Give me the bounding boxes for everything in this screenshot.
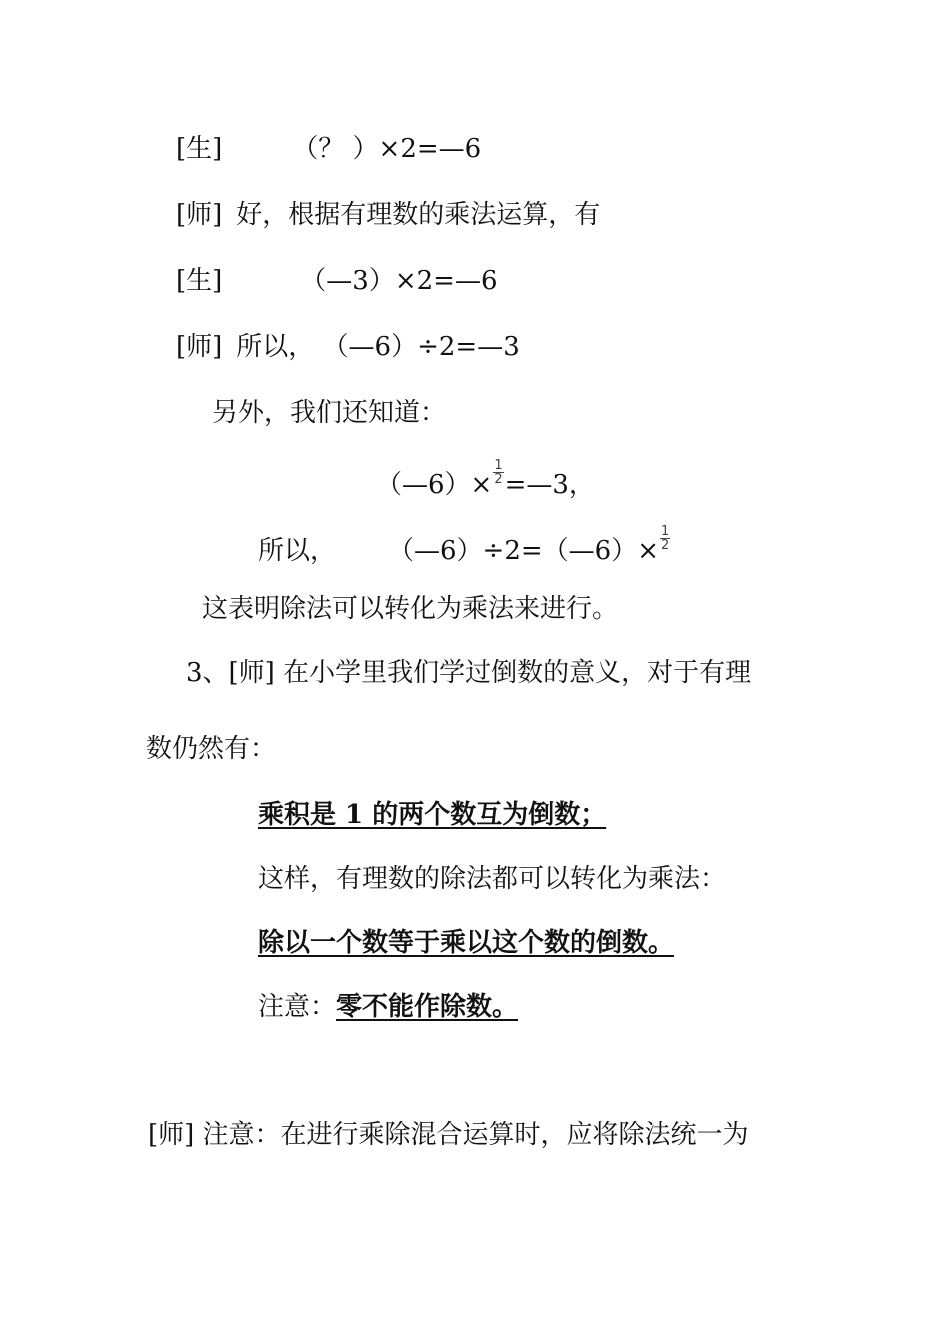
line-division-conversion	[258, 862, 726, 896]
speaker-label: [生]	[176, 266, 223, 296]
definition-text: 乘积是 1 的两个数互为倒数；	[258, 800, 607, 830]
speaker-label: [师]	[176, 332, 223, 362]
paragraph-text: [师] 注意：在进行乘除混合运算时，应将除法统一为	[148, 1120, 749, 1150]
rule-text: 除以一个数等于乘以这个数的倒数。	[258, 928, 675, 958]
line-therefore-equation	[258, 523, 671, 568]
line-teacher-mixed-operations	[148, 1118, 749, 1152]
line-conclusion	[202, 592, 618, 626]
line-reciprocal-intro-cont	[146, 732, 276, 766]
paragraph-text: 数仍然有：	[146, 734, 277, 764]
equation-text: 所以， （—6）÷2=—3	[236, 332, 520, 362]
paragraph-text: 3、[师] 在小学里我们学过倒数的意义，对于有理	[186, 658, 752, 688]
paragraph-text: 另外，我们还知道：	[212, 398, 447, 428]
equation-text: =—3，	[504, 470, 595, 500]
paragraph-text: 这样，有理数的除法都可以转化为乘法：	[258, 864, 727, 894]
line-reciprocal-intro	[186, 656, 751, 690]
line-also-know	[212, 396, 446, 430]
equation-text: （—6）÷2=（—6）×	[388, 536, 659, 566]
line-student-answer	[176, 264, 498, 298]
speaker-label: [师]	[176, 200, 223, 230]
speaker-label: [生]	[176, 134, 223, 164]
line-student-question	[176, 132, 481, 166]
equation-text: （—6）×	[376, 470, 493, 500]
fraction-one-half: $\frac{1}{2}$	[661, 523, 670, 553]
paragraph-text: 所以，	[258, 536, 337, 566]
note-text: 零不能作除数。	[336, 992, 519, 1022]
equation-text: （—3）×2=—6	[300, 266, 498, 296]
equation-text: （？ ）×2=—6	[292, 134, 482, 164]
line-reciprocal-definition	[258, 798, 606, 832]
line-teacher-multiplication	[176, 198, 600, 232]
line-fraction-equation	[376, 457, 595, 502]
note-label: 注意：	[258, 992, 337, 1022]
fraction-one-half: $\frac{1}{2}$	[494, 457, 503, 487]
line-division-rule	[258, 926, 674, 960]
line-zero-note	[258, 990, 518, 1024]
line-teacher-division	[176, 330, 520, 364]
paragraph-text: 好，根据有理数的乘法运算，有	[236, 200, 601, 230]
paragraph-text: 这表明除法可以转化为乘法来进行。	[202, 594, 619, 624]
